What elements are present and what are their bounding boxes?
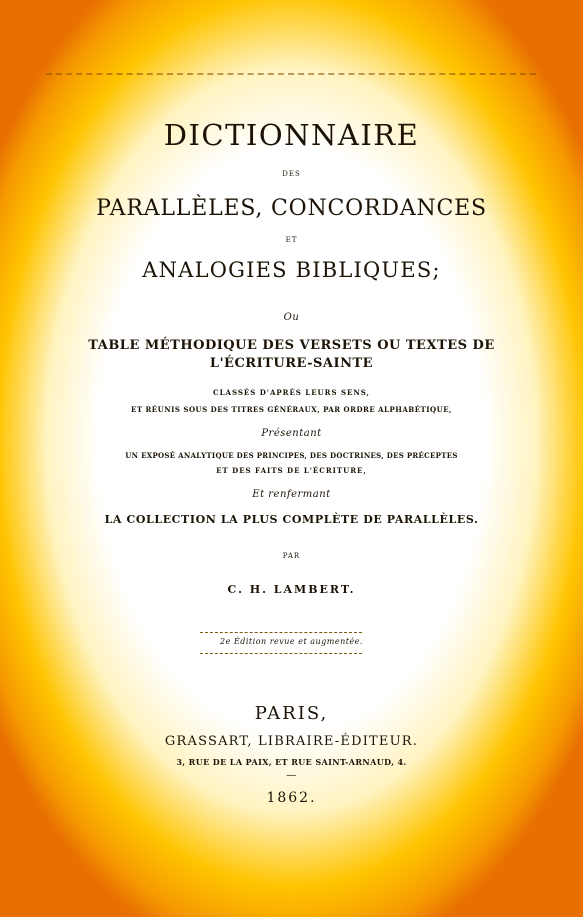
title-line-1: DICTIONNAIRE — [163, 118, 420, 152]
edition-rule-bottom — [200, 653, 362, 654]
title-line-3: ANALOGIES BIBLIQUES; — [142, 258, 441, 282]
subtitle-ou: Ou — [283, 312, 300, 323]
edition-rule-top — [200, 632, 362, 633]
top-rule — [46, 73, 536, 75]
subtitle-line-2: L'ÉCRITURE-SAINTE — [209, 356, 374, 371]
imprint-dash: — — [286, 770, 297, 781]
author-name: C. H. LAMBERT. — [227, 583, 356, 596]
imprint-address: 3, RUE DE LA PAIX, ET RUE SAINT-ARNAUD, 4. — [176, 757, 407, 767]
subtitle-renfermant: Et renfermant — [252, 489, 331, 500]
subtitle-presentant: Présentant — [261, 428, 322, 439]
subtitle-reunis: ET RÉUNIS SOUS DES TITRES GÉNÉRAUX, PAR ORDRE ALPHABÉTIQUE, — [131, 405, 452, 414]
imprint-publisher: GRASSART, LIBRAIRE-ÉDITEUR. — [164, 734, 419, 749]
subtitle-classes: CLASSÉS D'APRÈS LEURS SENS, — [213, 388, 370, 397]
subtitle-line-1: TABLE MÉTHODIQUE DES VERSETS OU TEXTES DE — [88, 338, 495, 353]
imprint-year: 1862. — [266, 790, 317, 806]
subtitle-expose-2: ET DES FAITS DE L'ÉCRITURE, — [216, 466, 367, 475]
title-et: ET — [285, 236, 298, 244]
subtitle-expose-1: UN EXPOSÉ ANALYTIQUE DES PRINCIPES, DES DOCTRINES, DES PRÉCEPTES — [125, 451, 458, 460]
imprint-city: PARIS, — [254, 703, 329, 724]
title-line-2: PARALLÈLES, CONCORDANCES — [96, 196, 487, 221]
subtitle-collection: LA COLLECTION LA PLUS COMPLÈTE DE PARALLÈLES. — [104, 513, 479, 526]
title-des: DES — [282, 170, 301, 178]
edition-note: 2e Édition revue et augmentée. — [220, 637, 363, 646]
author-par: PAR — [282, 552, 301, 560]
